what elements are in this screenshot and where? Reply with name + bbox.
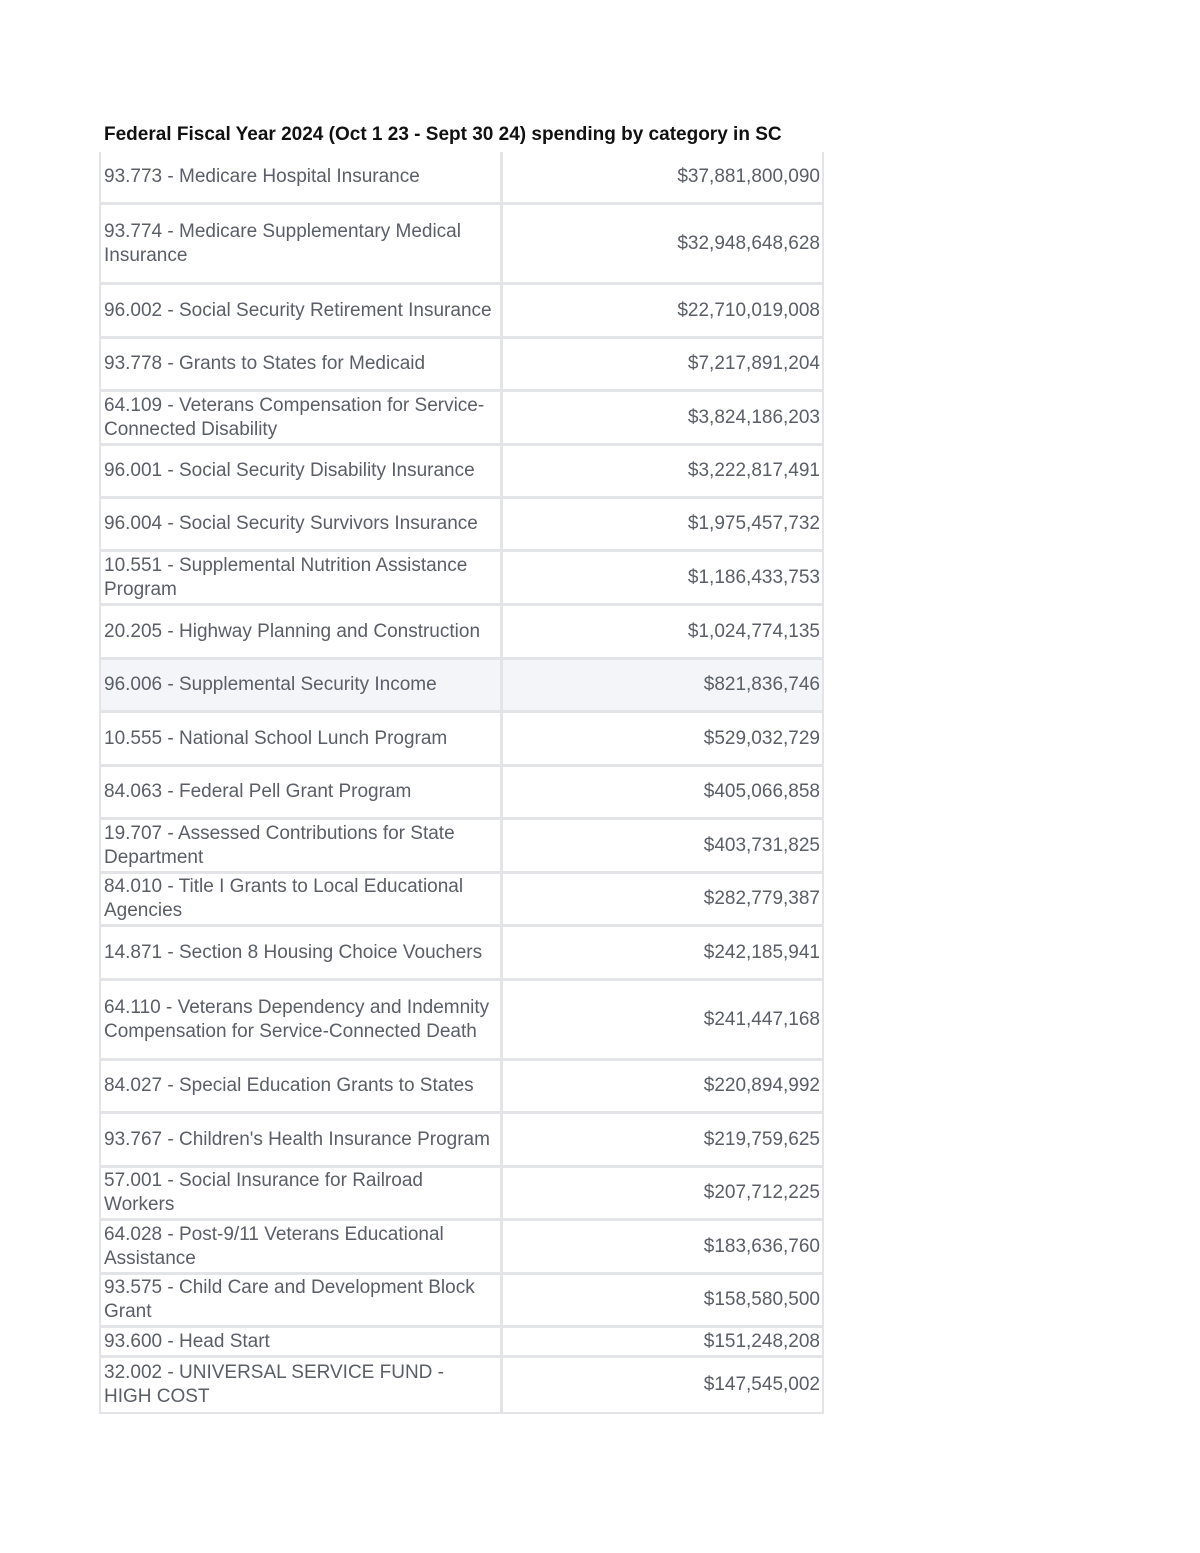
table-row (101, 339, 822, 392)
spending-amount: $158,580,500 (703, 1289, 820, 1310)
spending-amount: $207,712,225 (703, 1182, 820, 1203)
program-name: 64.110 - Veterans Dependency and Indemnity Compensation for Service-Connected Death (101, 981, 503, 1058)
program-name: 19.707 - Assessed Contributions for State Department (101, 820, 503, 871)
table-row (101, 392, 822, 446)
spending-amount: $1,975,457,732 (687, 513, 820, 534)
table-row (101, 552, 822, 606)
spending-amount: $220,894,992 (703, 1075, 820, 1096)
spending-amount: $219,759,625 (703, 1128, 820, 1150)
program-name: 84.010 - Title I Grants to Local Educational Agencies (101, 874, 503, 924)
program-name: 96.004 - Social Security Survivors Insurance (101, 499, 503, 549)
spending-amount: $821,836,746 (503, 660, 822, 710)
spending-amount: $37,881,800,090 (677, 166, 820, 187)
program-name: 64.028 - Post-9/11 Veterans Educational Assistance (101, 1221, 503, 1272)
program-name: 57.001 - Social Insurance for Railroad Workers (101, 1168, 503, 1218)
spending-amount: $282,779,387 (703, 888, 820, 909)
spending-amount: $147,545,002 (703, 1374, 820, 1395)
program-name: 10.551 - Supplemental Nutrition Assistance Program (101, 552, 503, 603)
spending-amount: $3,222,817,491 (687, 460, 820, 481)
program-name: 93.778 - Grants to States for Medicaid (101, 339, 503, 389)
program-name: 93.773 - Medicare Hospital Insurance (101, 152, 503, 202)
program-name: 32.002 - UNIVERSAL SERVICE FUND - HIGH COST (101, 1358, 503, 1412)
program-name: 93.767 - Children's Health Insurance Program (101, 1114, 503, 1165)
spending-amount: $22,710,019,008 (677, 299, 820, 321)
table-row (101, 981, 822, 1061)
table-row (101, 1328, 822, 1358)
table-row (101, 446, 822, 499)
program-name: 96.001 - Social Security Disability Insurance (101, 446, 503, 496)
program-name: 93.600 - Head Start (101, 1328, 503, 1355)
table-row (101, 152, 822, 205)
program-name: 93.774 - Medicare Supplementary Medical Insurance (101, 205, 503, 282)
program-name: 20.205 - Highway Planning and Construction (101, 606, 503, 657)
spending-amount: $529,032,729 (703, 727, 820, 749)
program-name: 14.871 - Section 8 Housing Choice Vouchers (101, 927, 503, 978)
table-row (101, 1168, 822, 1221)
table-row (101, 205, 822, 285)
spending-amount: $7,217,891,204 (687, 353, 820, 374)
table-row (101, 874, 822, 927)
program-name: 64.109 - Veterans Compensation for Service-Connected Disability (101, 392, 503, 443)
table-row (101, 1358, 822, 1412)
program-name: 93.575 - Child Care and Development Block Grant (101, 1275, 503, 1325)
spending-amount: $403,731,825 (703, 834, 820, 856)
table-row (101, 820, 822, 874)
spending-amount: $3,824,186,203 (687, 406, 820, 428)
program-name: 84.063 - Federal Pell Grant Program (101, 767, 503, 817)
table-row (101, 285, 822, 339)
table-row (101, 1275, 822, 1328)
program-name: 96.002 - Social Security Retirement Insurance (101, 285, 503, 336)
spending-amount: $151,248,208 (703, 1330, 820, 1352)
table-row (101, 499, 822, 552)
table-row (101, 1221, 822, 1275)
table-row (101, 1114, 822, 1168)
spending-amount: $405,066,858 (703, 781, 820, 802)
program-name: 84.027 - Special Education Grants to States (101, 1061, 503, 1111)
table-row (101, 927, 822, 981)
program-name: 10.555 - National School Lunch Program (101, 713, 503, 764)
spending-amount: $1,024,774,135 (687, 620, 820, 642)
table-row (101, 606, 822, 660)
table-row (101, 660, 822, 713)
spending-amount: $1,186,433,753 (687, 566, 820, 588)
spending-amount: $32,948,648,628 (677, 232, 820, 254)
spending-amount: $183,636,760 (703, 1235, 820, 1257)
document-title: Federal Fiscal Year 2024 (Oct 1 23 - Sept 30 24) spending by category in SC (104, 124, 782, 145)
table-row (101, 767, 822, 820)
spending-amount: $242,185,941 (703, 941, 820, 963)
spending-amount: $241,447,168 (703, 1008, 820, 1030)
table-row (101, 1061, 822, 1114)
program-name: 96.006 - Supplemental Security Income (101, 660, 503, 710)
table-row (101, 713, 822, 767)
spending-table (99, 152, 824, 1414)
